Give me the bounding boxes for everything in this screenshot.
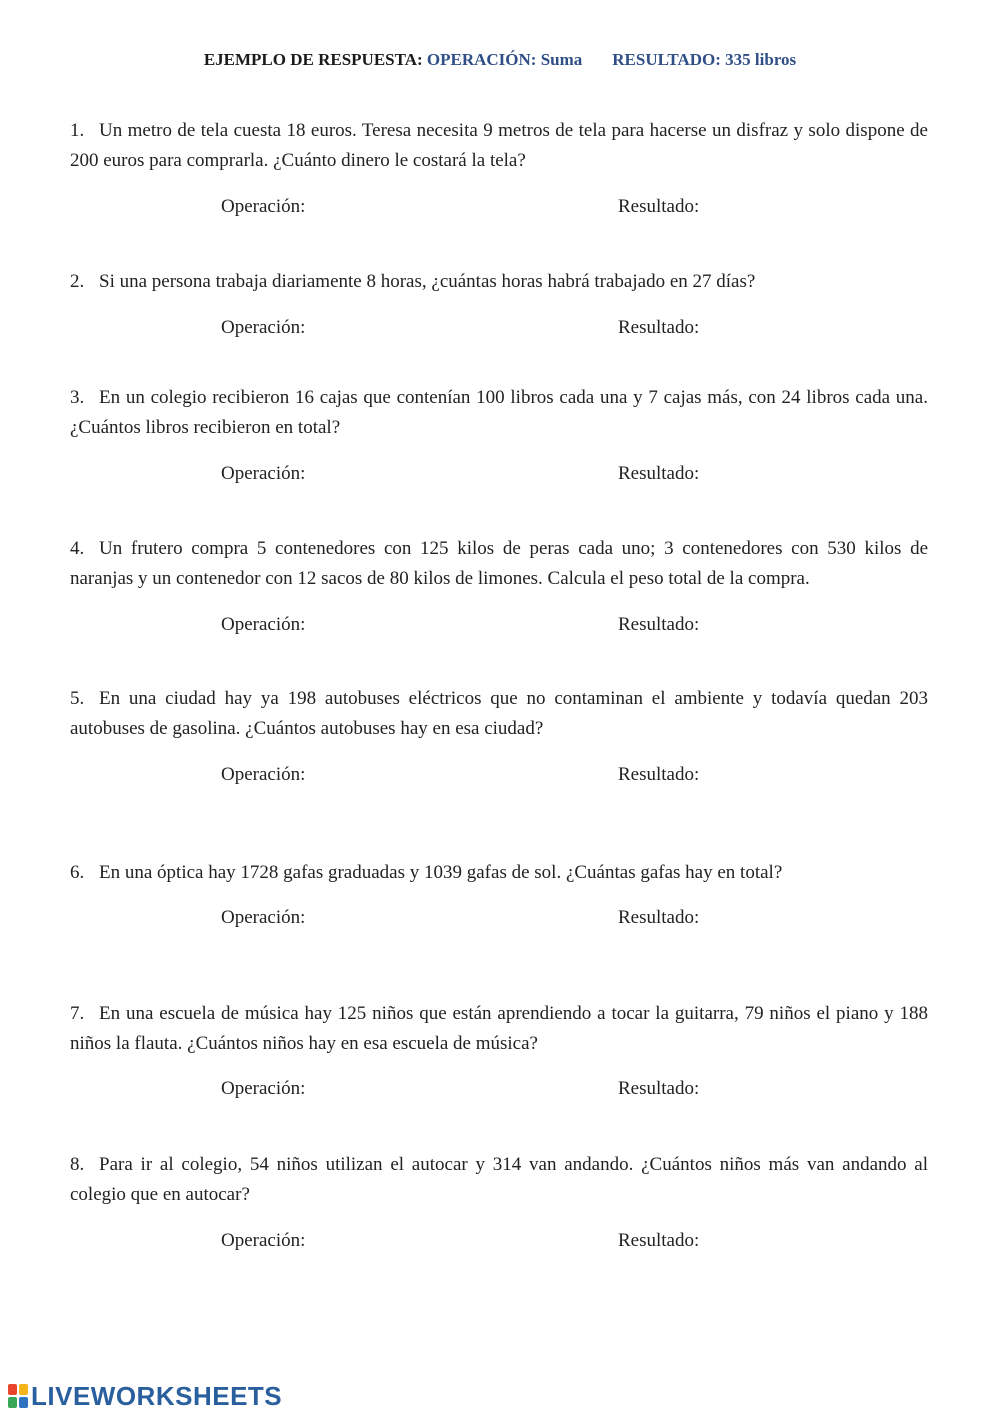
operation-label: Operación: [221,614,306,635]
operation-label: Operación: [221,1078,306,1099]
result-input-1[interactable] [712,194,916,222]
question-4 [70,534,928,594]
question-text: Un metro de tela cuesta 18 euros. Teresa necesita 9 metros de tela para hacerse un disfraz y solo dispone de 200 euros para comprarla. ¿Cuánto dinero le costará la tela? [70,120,928,171]
result-input-3[interactable] [712,461,916,489]
question-text: En un colegio recibieron 16 cajas que contenían 100 libros cada una y 7 cajas más, con 24 libros cada una. ¿Cuántos libros recibieron en total? [70,387,928,438]
question-5 [70,684,928,744]
result-input-6[interactable] [712,905,916,933]
result-label: Resultado: [618,317,700,338]
operation-label: Operación: [221,764,306,785]
operation-input-4[interactable] [318,612,572,640]
answer-row-1 [0,196,1000,222]
operation-label: Operación: [221,463,306,484]
operation-input-5[interactable] [318,762,572,790]
logo-text: LIVEWORKSHEETS [31,1380,283,1411]
result-label: Resultado: [618,764,700,785]
result-label: Resultado: [618,1230,700,1251]
answer-row-7 [0,1078,1000,1104]
result-label: Resultado: [618,196,700,217]
answer-row-6 [0,907,1000,933]
question-text: Un frutero compra 5 contenedores con 125 kilos de peras cada uno; 3 contenedores con 530 kilos de naranjas y un contenedor con 12 sacos de 80 kilos de limones. Calcula el peso total de la compra. [70,538,928,589]
question-number: 6. [70,862,85,883]
question-number: 3. [70,387,85,408]
result-input-2[interactable] [712,315,916,343]
example-operation: OPERACIÓN: Suma [426,50,583,69]
question-number: 1. [70,120,85,141]
question-number: 5. [70,688,85,709]
operation-input-3[interactable] [318,461,572,489]
answer-row-2 [0,317,1000,343]
result-input-4[interactable] [712,612,916,640]
answer-row-8 [0,1230,1000,1256]
question-text: En una óptica hay 1728 gafas graduadas y 1039 gafas de sol. ¿Cuántas gafas hay en total? [99,862,783,883]
result-input-8[interactable] [712,1228,916,1256]
result-input-5[interactable] [712,762,916,790]
answer-row-4 [0,614,1000,640]
question-1 [70,116,928,176]
question-text: En una escuela de música hay 125 niños que están aprendiendo a tocar la guitarra, 79 niños el piano y 188 niños la flauta. ¿Cuántos niños hay en esa escuela de música? [70,1003,928,1054]
operation-input-6[interactable] [318,905,572,933]
question-2 [70,267,928,297]
question-text: En una ciudad hay ya 198 autobuses eléctricos que no contaminan el ambiente y todavía quedan 203 autobuses de gasolina. ¿Cuántos autobuses hay en esa ciudad? [70,688,928,739]
operation-label: Operación: [221,317,306,338]
example-colon: : [416,50,427,69]
result-label: Resultado: [618,907,700,928]
operation-input-1[interactable] [318,194,572,222]
operation-label: Operación: [221,907,306,928]
operation-input-2[interactable] [318,315,572,343]
question-number: 8. [70,1154,85,1175]
operation-input-8[interactable] [318,1228,572,1256]
liveworksheets-logo [8,1381,282,1411]
result-label: Resultado: [618,1078,700,1099]
question-6 [70,858,928,888]
question-number: 7. [70,1003,85,1024]
example-result: RESULTADO: 335 libros [612,50,797,69]
answer-row-3 [0,463,1000,489]
operation-label: Operación: [221,1230,306,1251]
question-3 [70,383,928,443]
operation-label: Operación: [221,196,306,217]
question-number: 4. [70,538,85,559]
operation-input-7[interactable] [318,1076,572,1104]
result-label: Resultado: [618,614,700,635]
question-8 [70,1150,928,1210]
question-number: 2. [70,271,85,292]
question-text: Para ir al colegio, 54 niños utilizan el autocar y 314 van andando. ¿Cuántos niños más van andando al colegio que en autocar? [70,1154,928,1205]
question-text: Si una persona trabaja diariamente 8 horas, ¿cuántas horas habrá trabajado en 27 días? [99,271,756,292]
liveworksheets-logo-icon [8,1384,28,1408]
example-lead: EJEMPLO DE RESPUESTA [203,50,417,69]
result-input-7[interactable] [712,1076,916,1104]
answer-row-5 [0,764,1000,790]
example-answer-header [0,50,1000,70]
question-7 [70,999,928,1059]
result-label: Resultado: [618,463,700,484]
